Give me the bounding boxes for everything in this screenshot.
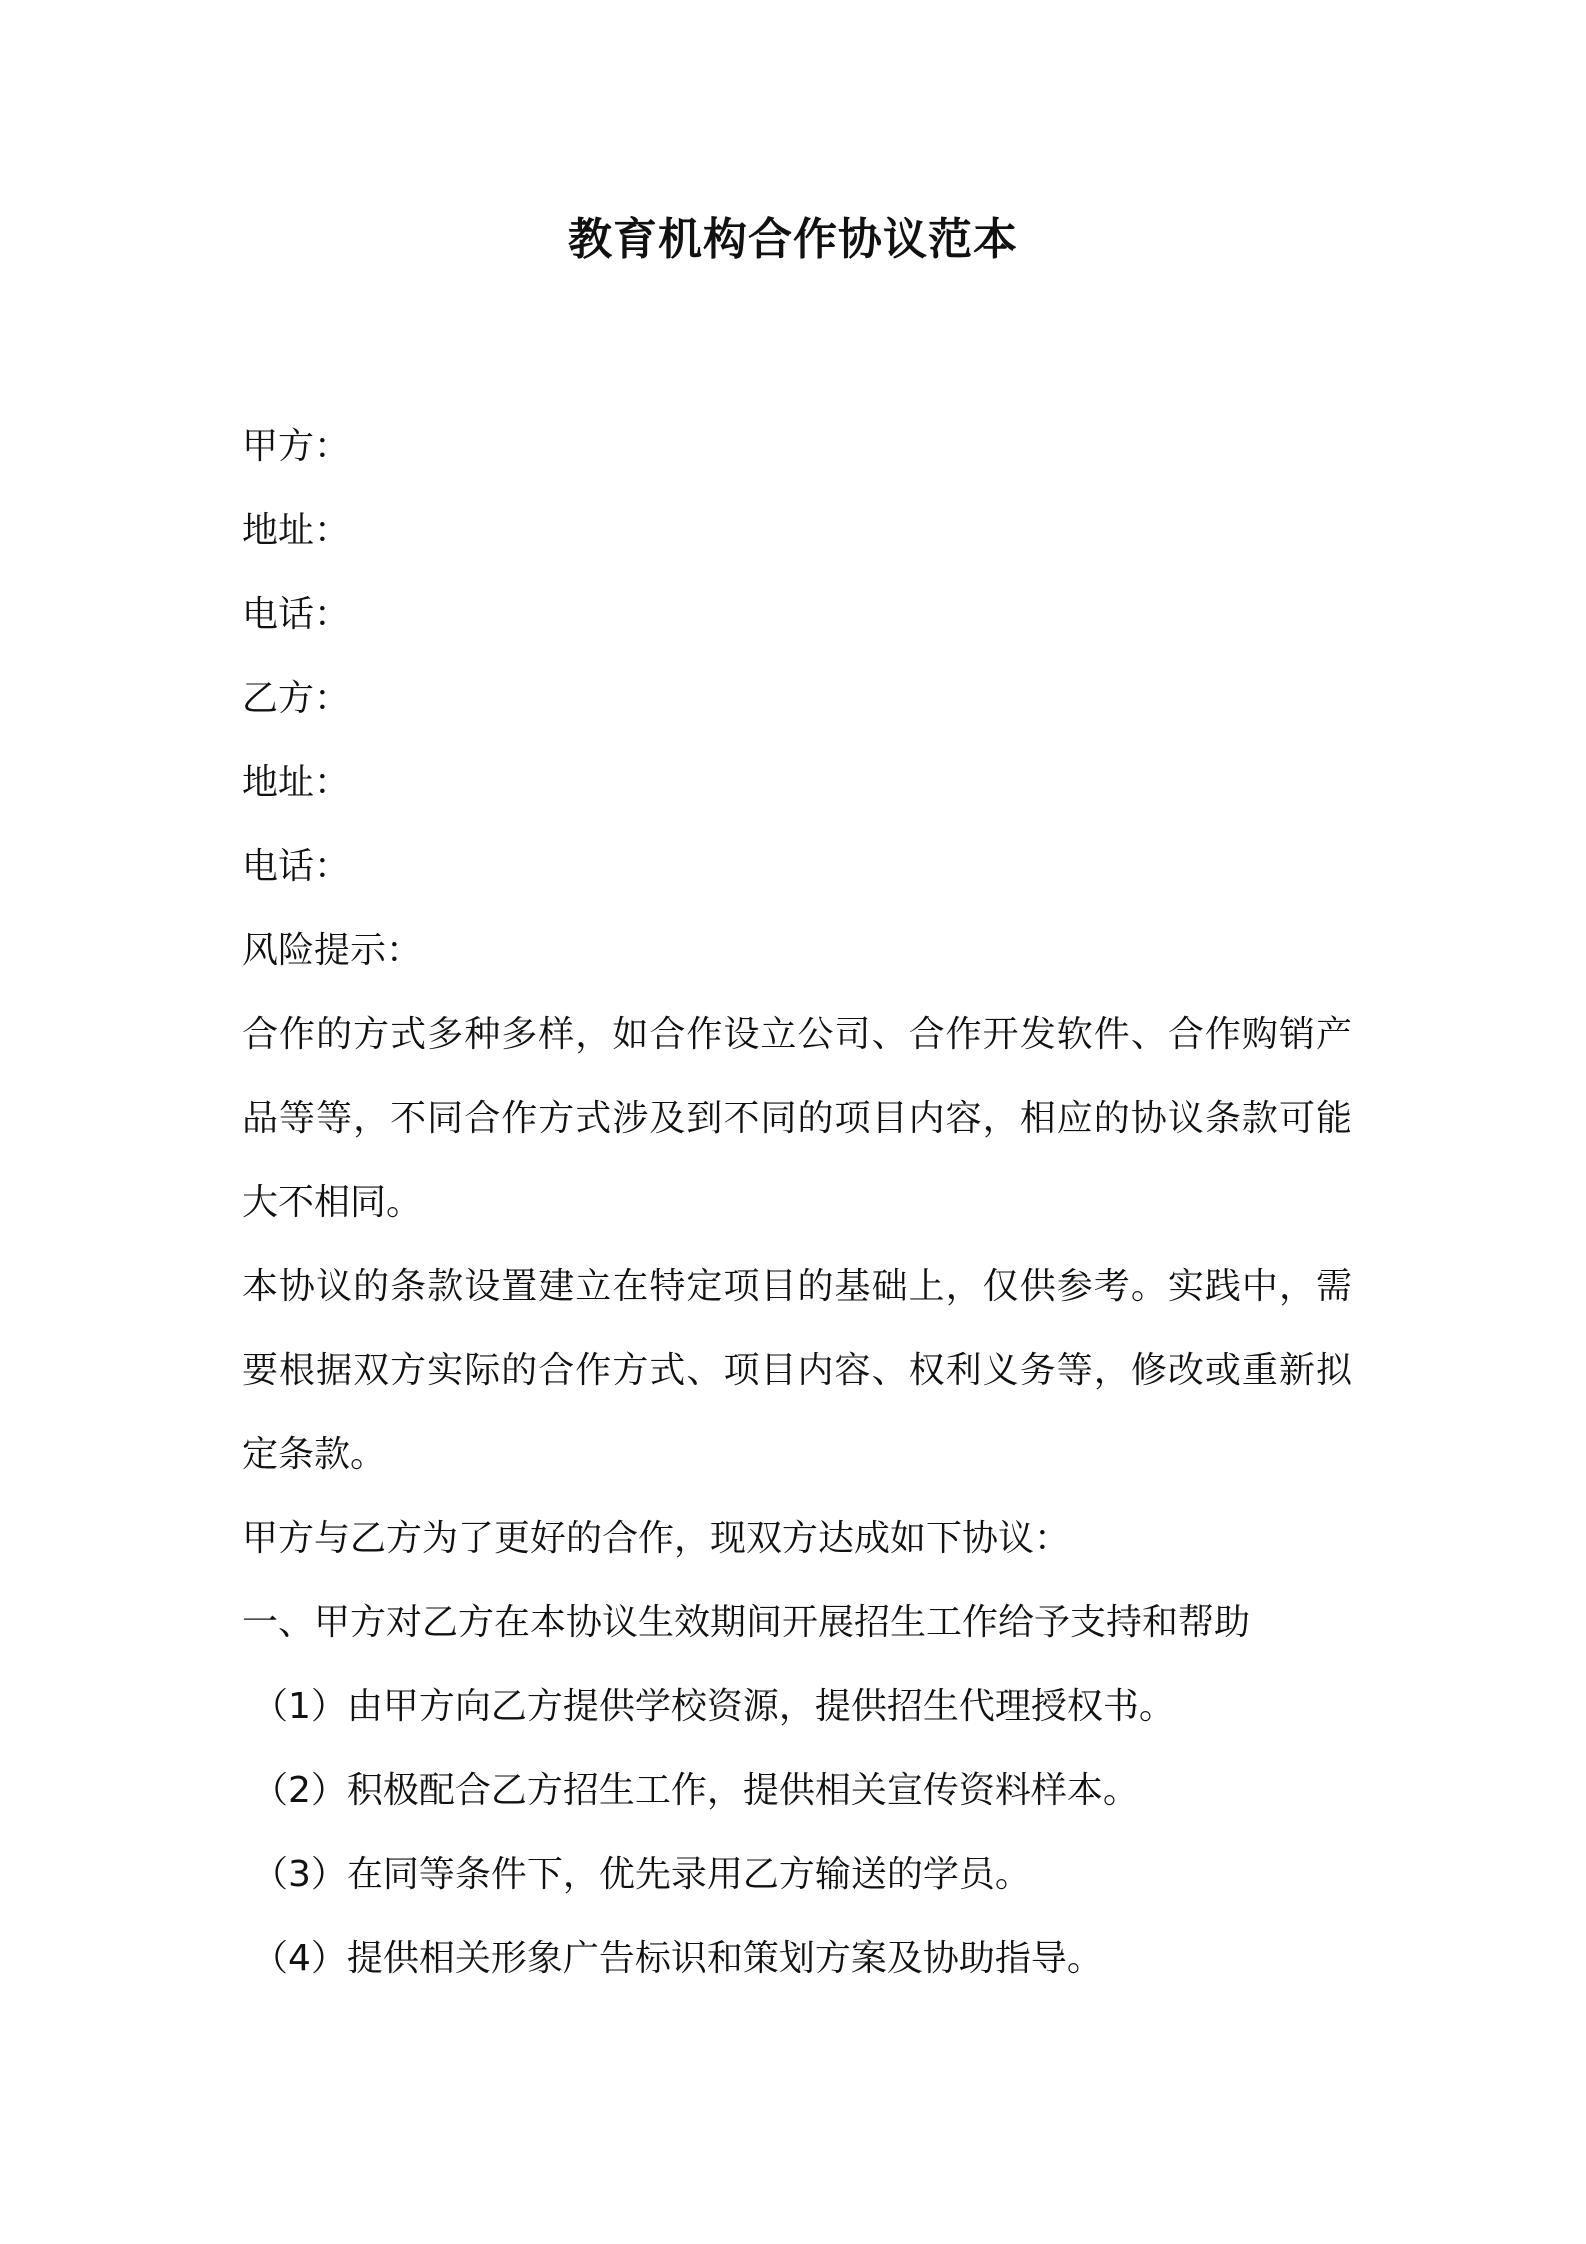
section-1-item: （4）提供相关形象广告标识和策划方案及协助指导。 xyxy=(252,1938,1103,1979)
document-title: 教育机构合作协议范本 xyxy=(568,214,1018,265)
risk-notice-heading: 风险提示： xyxy=(242,930,423,971)
section-1-item: （3）在同等条件下，优先录用乙方输送的学员。 xyxy=(252,1854,1031,1895)
section-1-item: （1）由甲方向乙方提供学校资源，提供招生代理授权书。 xyxy=(252,1686,1175,1727)
section-1-heading: 一、甲方对乙方在本协议生效期间开展招生工作给予支持和帮助 xyxy=(242,1602,1251,1643)
party-b-phone-label: 电话： xyxy=(242,846,351,887)
section-1-item: （2）积极配合乙方招生工作，提供相关宣传资料样本。 xyxy=(252,1770,1139,1811)
party-b-address-label: 地址： xyxy=(242,762,351,803)
party-a-phone-label: 电话： xyxy=(242,594,351,635)
risk-notice-paragraph: 本协议的条款设置建立在特定项目的基础上，仅供参考。实践中，需要根据双方实际的合作方式、项目内容、权利义务等，修改或重新拟定条款。 xyxy=(242,1266,1352,1475)
agreement-intro: 甲方与乙方为了更好的合作，现双方达成如下协议： xyxy=(242,1518,1071,1559)
risk-notice-paragraph: 合作的方式多种多样，如合作设立公司、合作开发软件、合作购销产品等等，不同合作方式涉及到不同的项目内容，相应的协议条款可能大不相同。 xyxy=(242,1014,1352,1223)
party-a-name-label: 甲方： xyxy=(242,426,351,467)
document-body xyxy=(242,405,1352,2001)
party-a-address-label: 地址： xyxy=(242,510,351,551)
party-b-name-label: 乙方： xyxy=(242,678,351,719)
